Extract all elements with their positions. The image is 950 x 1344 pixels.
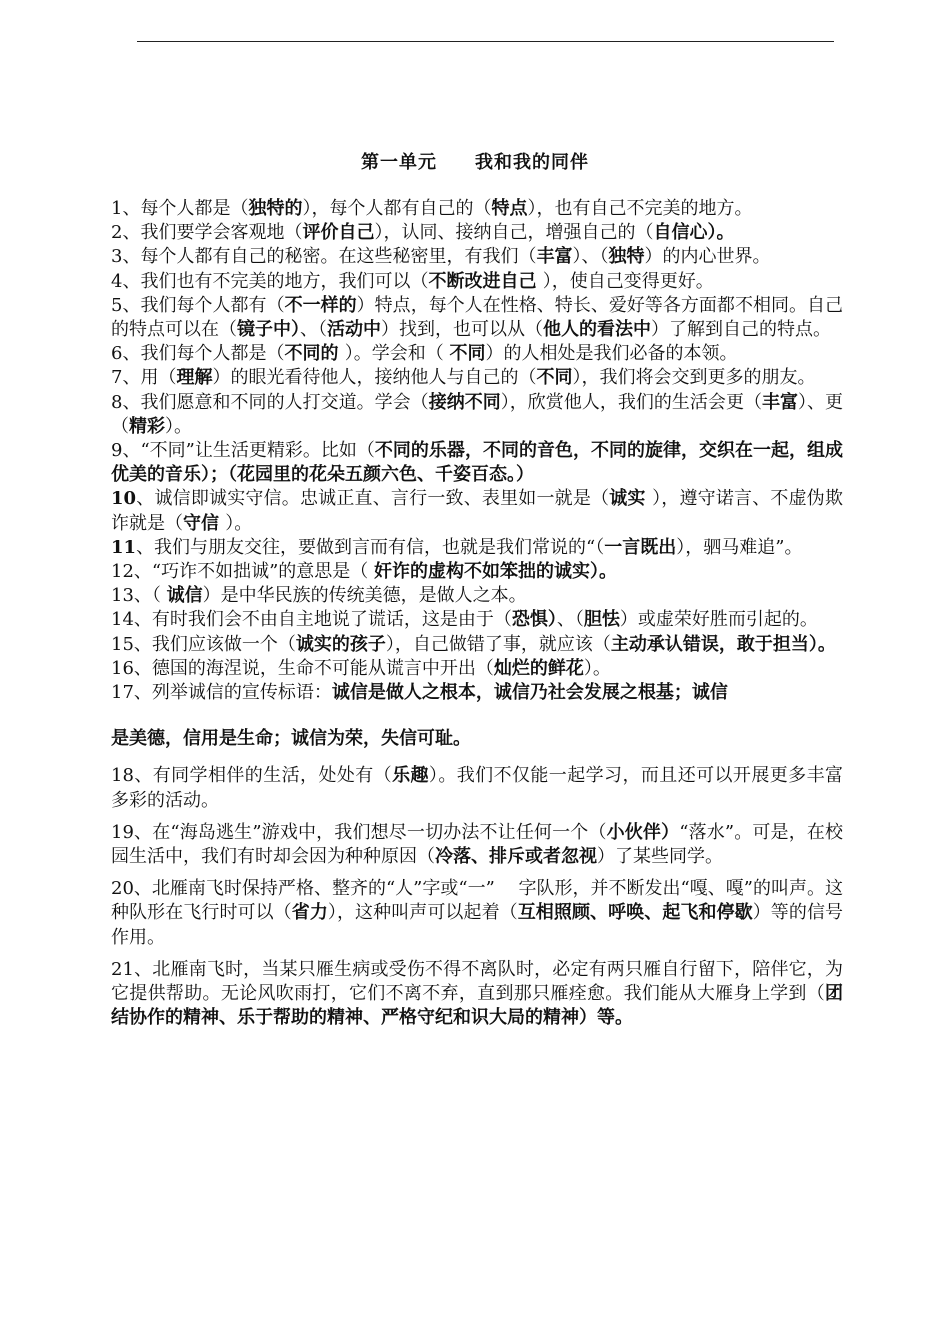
note-item: [111, 294, 843, 342]
note-text: 9、“不同”让生活更精彩。比如（: [111, 440, 375, 462]
note-text: ），自己做错了事，就应该（: [385, 633, 611, 655]
note-text: 14、有时我们会不由自主地说了谎话，这是由于（: [111, 609, 512, 631]
note-text: ）。我们不仅能一起学习，而且还可以开展更多丰富多彩的活动。: [111, 765, 843, 811]
note-answer: 不同: [536, 367, 573, 389]
note-item: [111, 821, 843, 869]
note-text: 1、每个人都是（: [111, 198, 249, 219]
note-answer: 接纳不同: [428, 391, 501, 413]
note-text: 21、北雁南飞时，当某只雁生病或受伤不得不离队时，必定有两只雁自行留下，陪伴它，为它提供帮助。无论风吹雨打，它们不离不弃，直到那只雁痊愈。我们能从大雁身上学到（: [111, 958, 843, 1005]
note-answer: 守信: [183, 512, 226, 534]
note-text: ）了解到自己的特点。: [651, 319, 831, 341]
note-answer: 丰富: [536, 246, 573, 268]
note-answer: 诚实的孩子: [295, 633, 386, 655]
note-item: [111, 958, 843, 1031]
note-answer: 镜子中）: [237, 319, 300, 341]
note-answer: 团结协作的精神、乐于帮助的精神、严格守纪和识大局的精神）等。: [111, 983, 843, 1029]
note-text: 、我们与朋友交往，要做到言而有信，也就是我们常说的“（: [136, 536, 605, 558]
note-text: ）。学会和（: [344, 343, 450, 365]
note-text: ），我们将会交到更多的朋友。: [572, 367, 816, 389]
note-text: 13、（: [111, 585, 167, 607]
note-text: 20、北雁南飞时保持严格、整齐的“人”字或“一” 字队形，并不断发出“嘎、嘎”的叫声。这种队形在飞行时可以（: [111, 878, 843, 924]
note-answer: 诚信是做人之根本，诚信乃社会发展之根基；诚信: [331, 682, 728, 704]
note-answer: 活动中: [327, 319, 381, 341]
note-text: ）等的信号作用。: [111, 902, 844, 948]
note-item: [111, 197, 843, 221]
page-title: 第一单元 我和我的同伴: [361, 152, 589, 173]
note-answer: 小伙伴）: [606, 821, 680, 843]
note-text: ），每个人都有自己的（: [302, 198, 492, 219]
note-text: 17、列举诚信的宣传标语：: [111, 682, 332, 704]
note-answer: 不同的乐器，不同的音色，不同的旋律，交织在一起，组成优美的音乐）；（花园里的花朵五颜六色、千姿百态。）: [111, 440, 844, 486]
note-answer: 互相照顾、呼唤、起飞和停歇: [517, 902, 753, 924]
note-item: [111, 560, 843, 584]
note-text: “落水”。可是，在校园生活中，我们有时却会因为种种原因（: [111, 821, 844, 868]
note-text: ），使自己变得更好。: [542, 270, 714, 292]
note-text: ）、更（: [111, 391, 844, 437]
note-answer: 不同: [449, 343, 486, 365]
header-rule: [137, 41, 834, 42]
note-answer: 胆怯: [583, 609, 620, 631]
note-answer: 不同的: [284, 343, 345, 365]
note-answer: 特点: [491, 198, 528, 219]
note-text: ）是中华民族的传统美德，是做人之本。: [202, 585, 527, 607]
note-text: 15、我们应该做一个（: [111, 633, 296, 655]
note-item: [111, 633, 843, 657]
note-text: ）或虚荣好胜而引起的。: [619, 609, 818, 631]
note-item: [111, 487, 843, 535]
note-item: [111, 727, 843, 751]
note-text: ）、（: [572, 246, 609, 268]
note-text: 5、我们每个人都有（: [111, 294, 285, 316]
note-item: [111, 877, 843, 950]
note-text: ）找到，也可以从（: [381, 319, 543, 341]
note-text: 、（: [556, 609, 584, 631]
note-item: [111, 536, 843, 560]
note-answer: 主动承认错误，敢于担当）。: [610, 633, 836, 655]
note-text: ）的眼光看待他人，接纳他人与自己的（: [212, 367, 537, 389]
note-answer: 诚信: [166, 585, 203, 607]
note-answer: 冷落、排斥或者忽视: [435, 846, 597, 868]
note-answer: 奸诈的虚构不如笨拙的诚实）。: [374, 561, 618, 583]
note-item: [111, 366, 843, 390]
note-text: ），遵守诺言、不虚伪欺诈就是（: [111, 488, 843, 534]
note-text: ），认同、接纳自己，增强自己的（: [374, 222, 654, 244]
note-text: 8、我们愿意和不同的人打交道。学会（: [111, 391, 429, 413]
note-text: ）的人相处是我们必备的本领。: [485, 343, 738, 365]
note-text: 2、我们要学会客观地（: [111, 222, 303, 244]
note-item: [111, 270, 843, 294]
note-text: 、诚信即诚实守信。忠诚正直、言行一致、表里如一就是（: [136, 488, 610, 510]
note-answer: 不一样的: [284, 294, 357, 316]
note-item: [111, 221, 843, 245]
note-answer: 乐趣: [392, 765, 429, 787]
note-text: 7、用（: [111, 367, 177, 389]
note-item: [111, 584, 843, 608]
note-answer: 丰富: [761, 391, 798, 413]
note-answer: 精彩: [129, 415, 165, 437]
note-text: 18、有同学相伴的生活，处处有（: [111, 765, 393, 787]
note-text: 16、德国的海涅说，生命不可能从谎言中开出（: [111, 657, 494, 679]
note-answer: 省力: [291, 902, 328, 924]
note-text: 12、“巧诈不如拙诚”的意思是（: [111, 561, 375, 583]
note-text: ）。: [583, 657, 611, 679]
note-answer: 自信心）。: [653, 222, 735, 244]
note-answer: 理解: [176, 367, 213, 389]
note-item: [111, 342, 843, 366]
notes-list: [111, 197, 843, 1031]
note-answer: 他人的看法中: [543, 319, 651, 341]
note-item: [111, 681, 843, 705]
note-answer: 独特的: [248, 198, 303, 219]
note-answer: 恐惧）: [511, 609, 557, 631]
note-text: 6、我们每个人都是（: [111, 343, 285, 365]
note-item: [111, 439, 843, 487]
note-answer: 独特: [608, 246, 645, 268]
note-answer: 10: [111, 488, 137, 510]
note-text: 4、我们也有不完美的地方，我们可以（: [111, 270, 429, 292]
note-text: ），这种叫声可以起着（: [327, 902, 518, 924]
note-text: ）的内心世界。: [644, 246, 771, 268]
note-text: ）。: [225, 512, 253, 534]
note-answer: 一言既出: [604, 536, 677, 558]
note-text: 3、每个人都有自己的秘密。在这些秘密里，有我们（: [111, 246, 537, 268]
note-answer: 评价自己: [302, 222, 375, 244]
note-text: ），也有自己不完美的地方。: [527, 198, 753, 219]
note-answer: 是美德，信用是生命；诚信为荣，失信可耻。: [111, 728, 471, 750]
note-answer: 11: [111, 536, 137, 558]
note-item: [111, 657, 843, 681]
note-item: [111, 245, 843, 269]
note-answer: 诚实: [609, 488, 653, 510]
note-text: ），驷马难追”。: [676, 536, 803, 558]
note-text: ）了某些同学。: [597, 846, 723, 868]
note-text: 、（: [300, 319, 327, 341]
note-answer: 灿烂的鲜花: [493, 657, 584, 679]
note-text: ）。: [165, 415, 192, 437]
note-item: [111, 391, 843, 439]
note-text: ），欣赏他人，我们的生活会更（: [500, 391, 762, 413]
note-item: [111, 764, 843, 812]
note-item: [111, 608, 843, 632]
note-text: 19、在“海岛逃生”游戏中，我们想尽一切办法不让任何一个（: [111, 821, 607, 843]
note-answer: 不断改进自己: [428, 270, 543, 292]
note-text: ）特点，每个人在性格、特长、爱好等各方面都不相同。自己的特点可以在（: [111, 294, 844, 341]
